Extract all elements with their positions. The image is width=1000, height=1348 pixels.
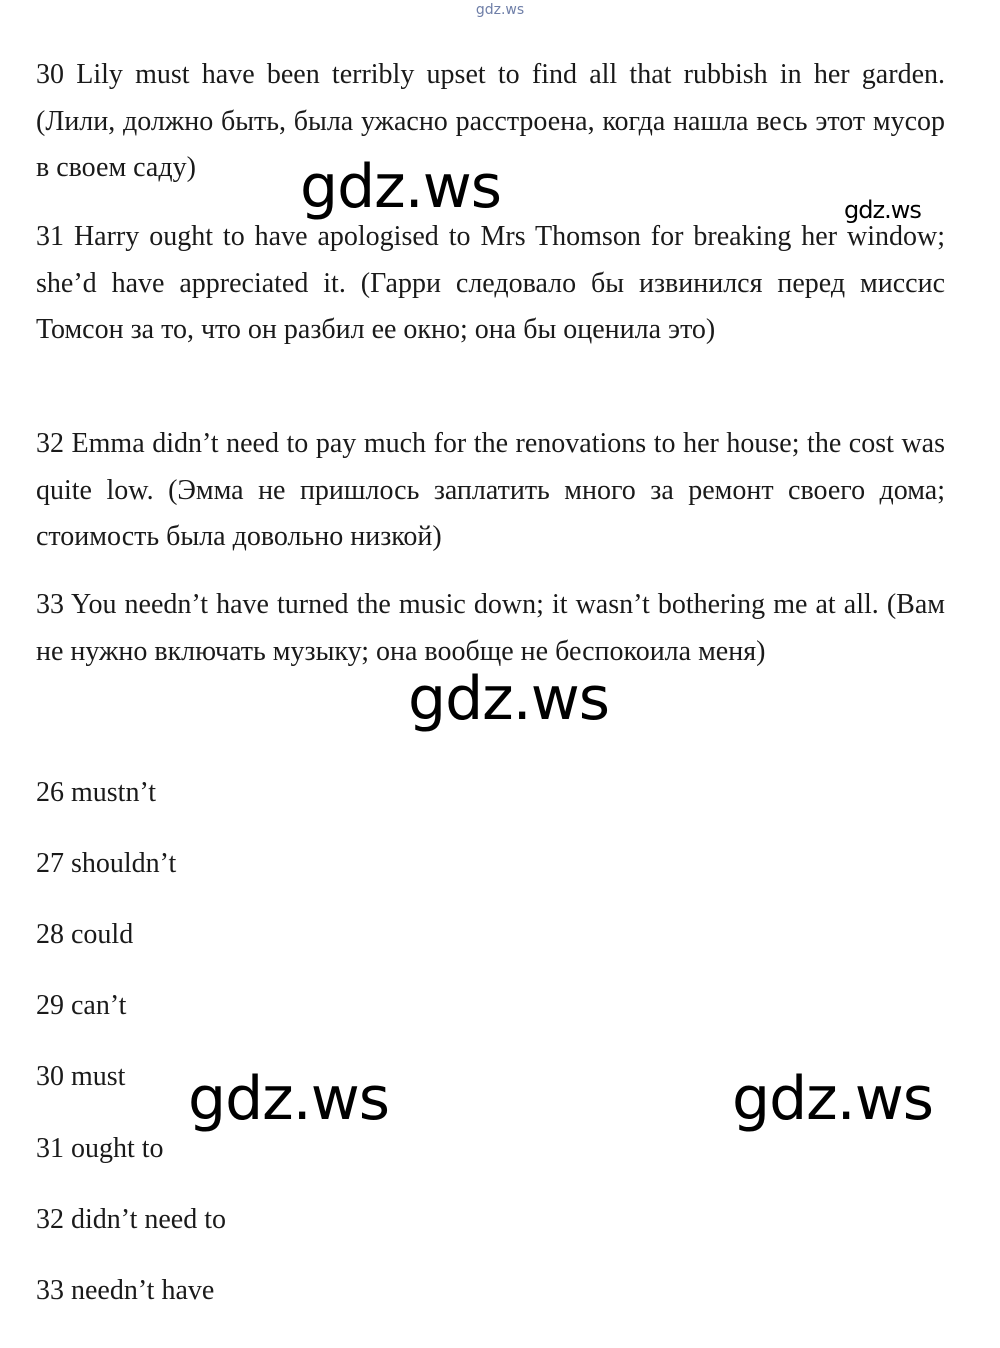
answer-28: 28 could bbox=[36, 919, 134, 950]
answer-29: 29 can’t bbox=[36, 990, 127, 1021]
watermark-large-4: gdz.ws bbox=[732, 1064, 934, 1134]
paragraph-31: 31 Harry ought to have apologised to Mrs Thomson for breaking her window; she’d have appreciated it. (Гарри следовало бы извинился перед миссис Томсон за то, что он разбил ее окно; она бы оценила это) bbox=[36, 221, 945, 345]
watermark-small-1: gdz.ws bbox=[844, 196, 921, 224]
watermark-large-1: gdz.ws bbox=[300, 152, 502, 222]
answer-33: 33 needn’t have bbox=[36, 1275, 215, 1306]
answer-32: 32 didn’t need to bbox=[36, 1204, 227, 1235]
answer-26: 26 mustn’t bbox=[36, 777, 157, 808]
header-watermark: gdz.ws bbox=[475, 2, 525, 18]
answer-31: 31 ought to bbox=[36, 1133, 164, 1164]
watermark-large-2: gdz.ws bbox=[408, 664, 610, 734]
answer-27: 27 shouldn’t bbox=[36, 848, 177, 879]
paragraph-30: 30 Lily must have been terribly upset to find all that rubbish in her garden. (Лили, должно быть, была ужасно расстроена, когда нашла весь этот мусор в своем саду) bbox=[36, 59, 945, 183]
watermark-large-3: gdz.ws bbox=[188, 1064, 390, 1134]
paragraph-32: 32 Emma didn’t need to pay much for the renovations to her house; the cost was quite low. (Эмма не пришлось заплатить много за ремонт своего дома; стоимость была довольно низкой) bbox=[36, 428, 945, 552]
paragraph-33: 33 You needn’t have turned the music down; it wasn’t bothering me at all. (Вам не нужно включать музыку; она вообще не беспокоила меня) bbox=[36, 589, 945, 667]
answer-30: 30 must bbox=[36, 1061, 126, 1092]
